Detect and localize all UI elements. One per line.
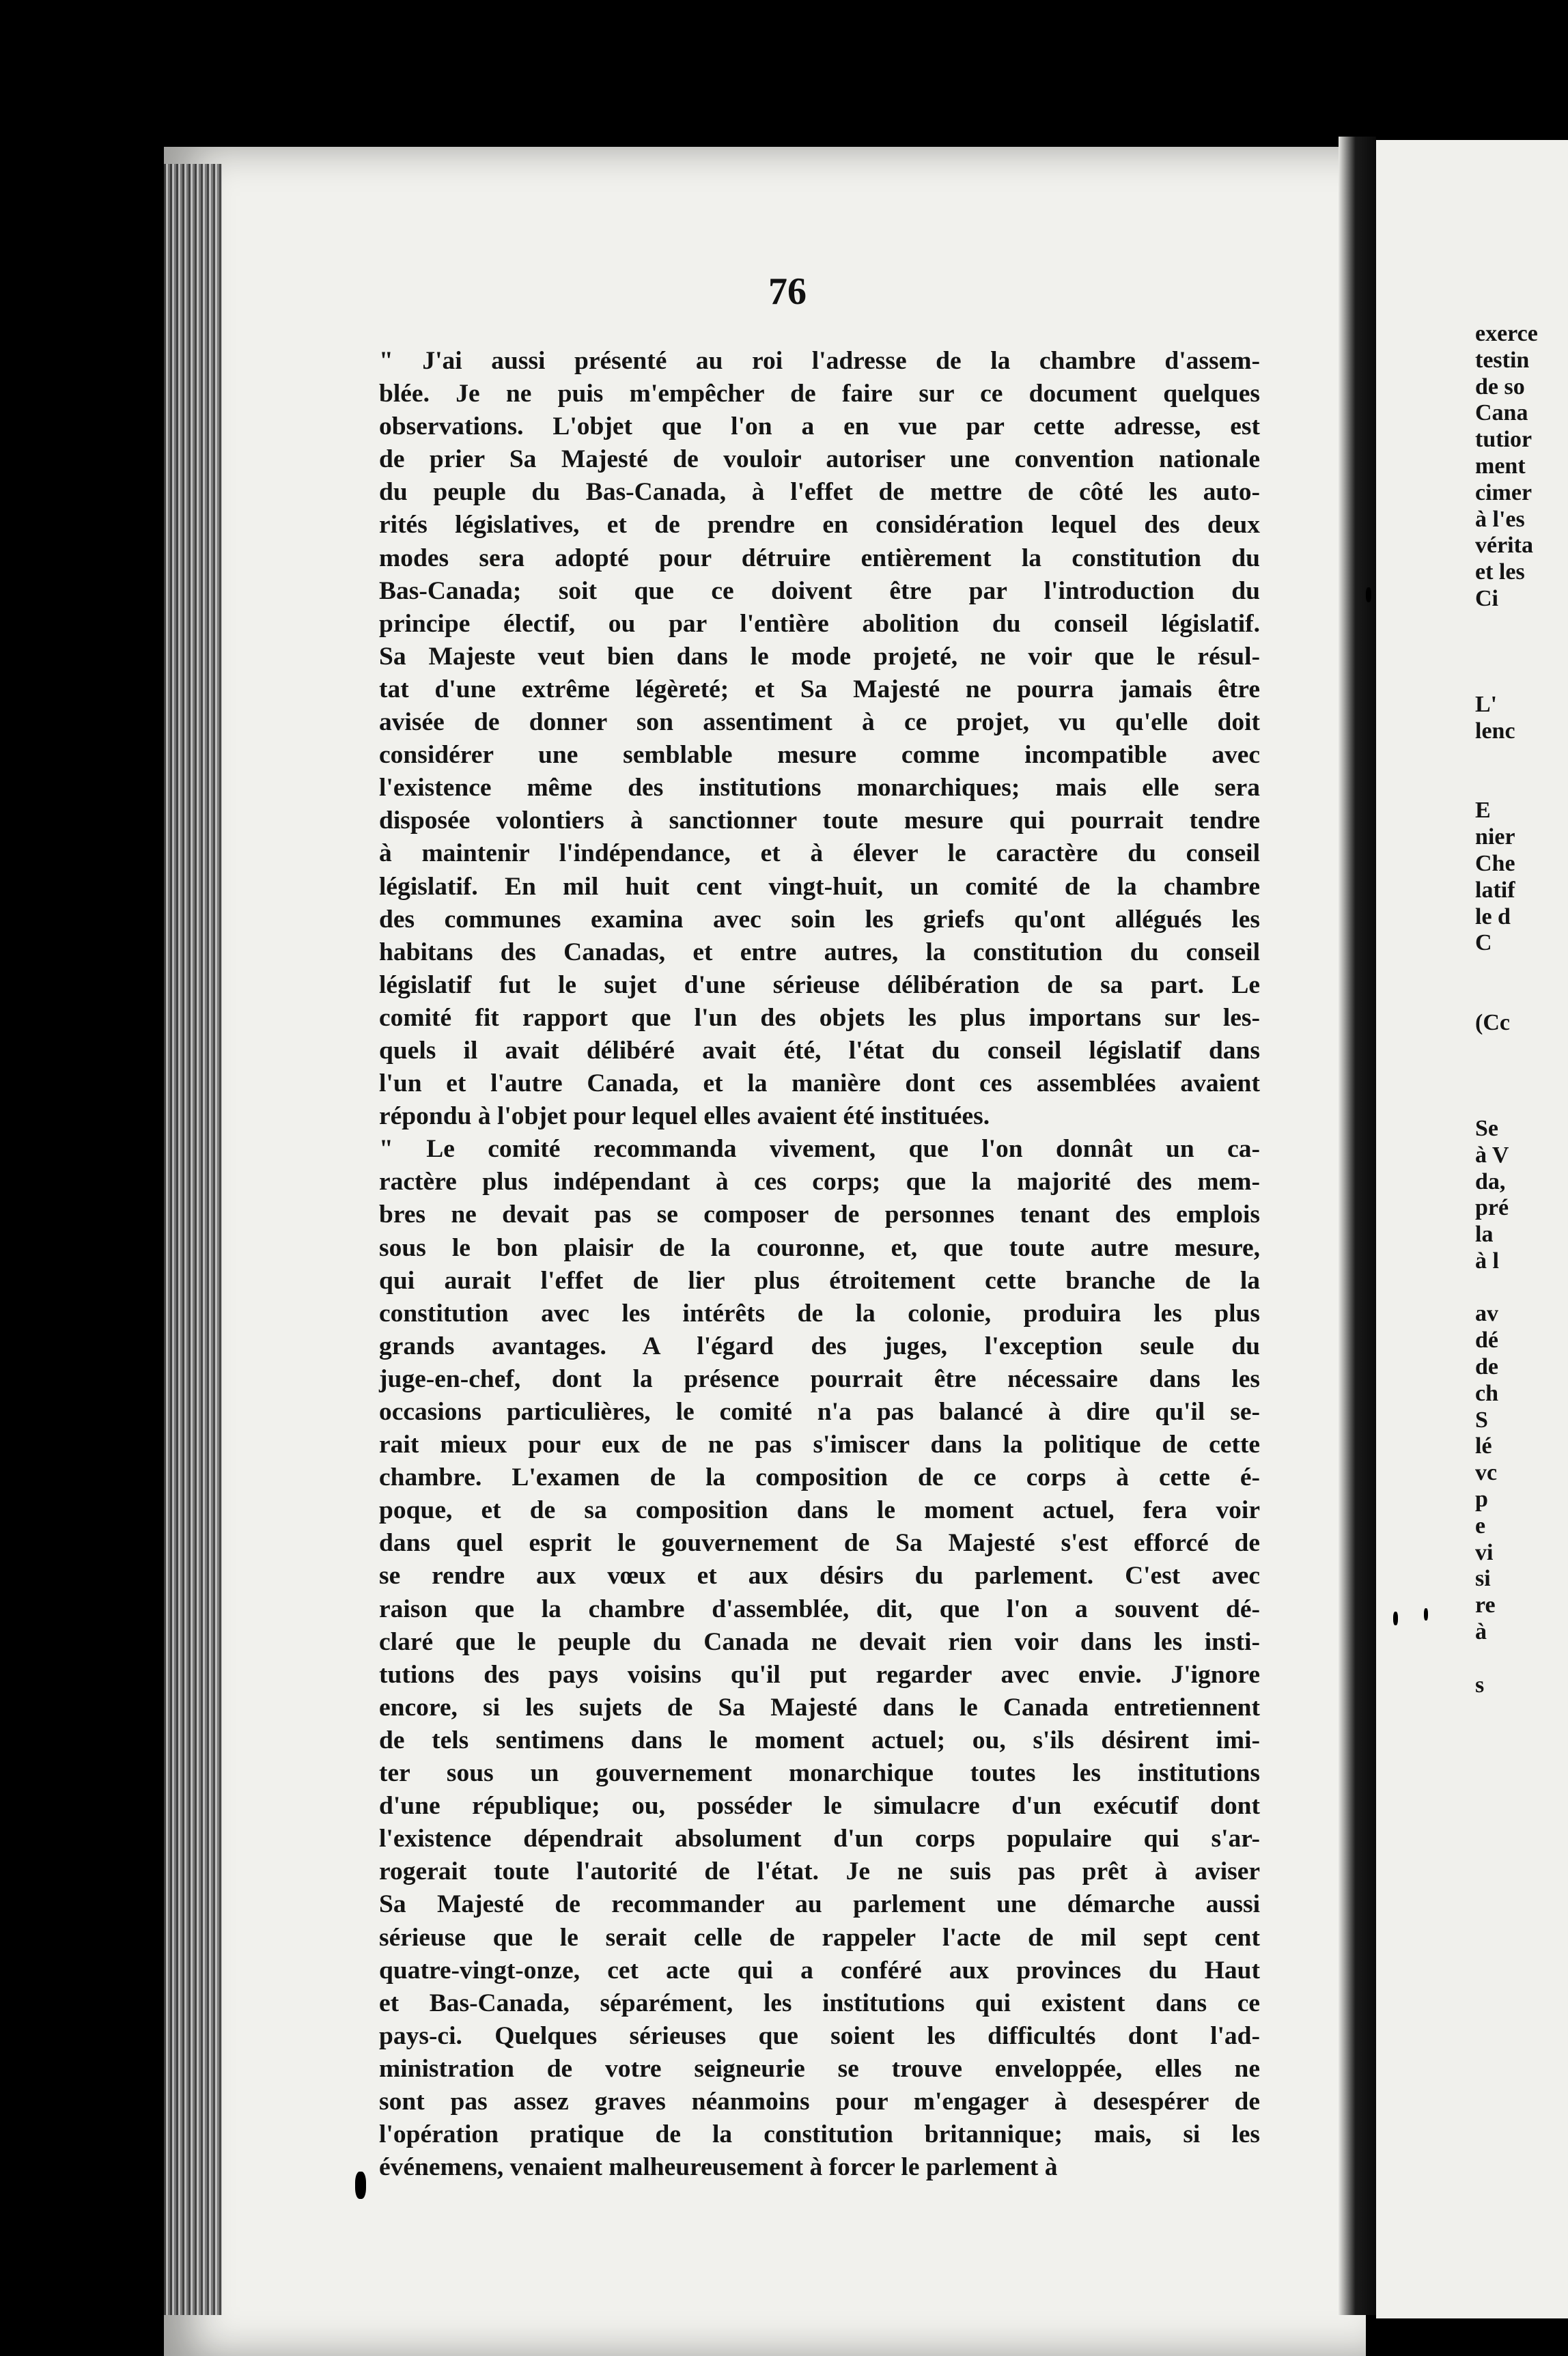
text-line: poque, et de sa composition dans le moment actuel, fera voir xyxy=(379,1496,1260,1525)
text-line-fragment: vc xyxy=(1475,1460,1498,1486)
text-line: principe électif, ou par l'entière abolition du conseil législatif. xyxy=(379,609,1260,638)
text-line: répondu à l'objet pour lequel elles avaient été instituées. xyxy=(379,1102,990,1131)
text-line: grands avantages. A l'égard des juges, l'exception seule du xyxy=(379,1332,1260,1360)
text-line: encore, si les sujets de Sa Majesté dans le Canada entretiennent xyxy=(379,1693,1260,1722)
text-line: ractère plus indépendant à ces corps; que la majorité des mem- xyxy=(379,1168,1260,1196)
text-line: bres ne devait pas se composer de personnes tenant des emplois xyxy=(379,1201,1260,1229)
text-line: événemens, venaient malheureusement à forcer le parlement à xyxy=(379,2153,1058,2182)
text-line-fragment: de xyxy=(1475,1354,1498,1380)
text-line-fragment: nier xyxy=(1475,824,1515,850)
text-line-fragment: à V xyxy=(1475,1142,1509,1168)
text-line-fragment: av xyxy=(1475,1301,1498,1327)
text-line: juge-en-chef, dont la présence pourrait être nécessaire dans les xyxy=(379,1364,1260,1393)
text-line-fragment: et les xyxy=(1475,559,1525,585)
text-line-fragment: s xyxy=(1475,1672,1485,1698)
text-line: l'un et l'autre Canada, et la manière dont ces assemblées avaient xyxy=(379,1069,1260,1098)
text-line-fragment: lé xyxy=(1475,1433,1492,1459)
text-line-fragment: le d xyxy=(1475,903,1511,929)
text-line-fragment: à l xyxy=(1475,1248,1499,1274)
text-line: sérieuse que le serait celle de rappeler l'acte de mil sept cent xyxy=(379,1923,1260,1952)
ink-speck xyxy=(1366,587,1371,602)
text-line-fragment: pré xyxy=(1475,1195,1509,1221)
text-line: tat d'une extrême légèreté; et Sa Majesté ne pourra jamais être xyxy=(379,675,1260,703)
text-line-fragment xyxy=(1475,745,1568,772)
text-line-fragment: E xyxy=(1475,798,1491,824)
text-line: dans quel esprit le gouvernement de Sa Majesté s'est efforcé de xyxy=(379,1529,1260,1558)
text-line: disposée volontiers à sanctionner toute mesure qui pourrait tendre xyxy=(379,807,1260,835)
book-gutter xyxy=(1339,137,1376,2315)
text-line: l'existence même des institutions monarchiques; mais elle sera xyxy=(379,774,1260,802)
text-line-fragment: re xyxy=(1475,1593,1496,1618)
text-line-fragment xyxy=(1475,957,1568,983)
text-line-fragment: de so xyxy=(1475,374,1525,399)
ink-speck xyxy=(355,2172,366,2199)
text-line-fragment xyxy=(1475,1063,1568,1089)
text-line: et Bas-Canada, séparément, les institutions qui existent dans ce xyxy=(379,1989,1260,2017)
text-line: sont pas assez graves néanmoins pour m'engager à desespérer de xyxy=(379,2087,1260,2116)
text-line-fragment: vi xyxy=(1475,1539,1494,1565)
text-line: sous le bon plaisir de la couronne, et, que toute autre mesure, xyxy=(379,1233,1260,1262)
text-line: considérer une semblable mesure comme incompatible avec xyxy=(379,741,1260,770)
text-line: " Le comité recommanda vivement, que l'on donnât un ca- xyxy=(379,1135,1260,1164)
text-line-fragment: C xyxy=(1475,930,1492,956)
text-line: législatif fut le sujet d'une sérieuse délibération de sa part. Le xyxy=(379,970,1260,999)
text-line-fragment xyxy=(1475,665,1568,692)
text-line: chambre. L'examen de la composition de ce corps à cette é- xyxy=(379,1463,1260,1492)
text-line-fragment xyxy=(1475,1275,1568,1302)
text-line: Sa Majeste veut bien dans le mode projeté, ne voir que le résul- xyxy=(379,642,1260,671)
text-line: rogerait toute l'autorité de l'état. Je ne suis pas prêt à aviser xyxy=(379,1857,1260,1886)
right-page-text xyxy=(1475,321,1568,1698)
text-line-fragment: vérita xyxy=(1475,533,1533,559)
text-line: quatre-vingt-onze, cet acte qui a conféré aux provinces du Haut xyxy=(379,1956,1260,1985)
text-line: à maintenir l'indépendance, et à élever le caractère du conseil xyxy=(379,839,1260,868)
text-line: occasions particulières, le comité n'a pas balancé à dire qu'il se- xyxy=(379,1398,1260,1426)
text-line-fragment: exerce xyxy=(1475,321,1538,346)
page-edge-stack xyxy=(164,164,222,2315)
text-line-fragment: à l'es xyxy=(1475,506,1525,532)
text-line: " J'ai aussi présenté au roi l'adresse de la chambre d'assem- xyxy=(379,347,1260,375)
text-line-fragment: e xyxy=(1475,1513,1486,1539)
text-line-fragment: Ci xyxy=(1475,585,1498,611)
text-line: Sa Majesté de recommander au parlement une démarche aussi xyxy=(379,1890,1260,1919)
text-line-fragment: L' xyxy=(1475,692,1498,718)
text-line-fragment xyxy=(1475,772,1568,798)
text-line: l'existence dépendrait absolument d'un corps populaire qui s'ar- xyxy=(379,1825,1260,1853)
body-text xyxy=(379,345,1260,2184)
text-line: claré que le peuple du Canada ne devait rien voir dans les insti- xyxy=(379,1627,1260,1656)
text-line-fragment: testin xyxy=(1475,347,1530,373)
text-line-fragment: p xyxy=(1475,1487,1488,1513)
page-number: 76 xyxy=(768,270,807,313)
text-line: d'une république; ou, posséder le simulacre d'un exécutif dont xyxy=(379,1792,1260,1821)
text-line-fragment: dé xyxy=(1475,1328,1498,1354)
text-line-fragment xyxy=(1475,1646,1568,1672)
text-line-fragment xyxy=(1475,1089,1568,1116)
text-line-fragment xyxy=(1475,983,1568,1010)
text-line: rités législatives, et de prendre en considération lequel des deux xyxy=(379,511,1260,539)
text-line: législatif. En mil huit cent vingt-huit, un comité de la chambre xyxy=(379,872,1260,901)
text-line: l'opération pratique de la constitution britannique; mais, si les xyxy=(379,2120,1260,2149)
text-line-fragment: da, xyxy=(1475,1168,1506,1194)
text-line: de tels sentimens dans le moment actuel; ou, s'ils désirent imi- xyxy=(379,1726,1260,1754)
text-line-fragment: lenc xyxy=(1475,718,1515,744)
text-line-fragment: (Cc xyxy=(1475,1009,1510,1035)
text-line-fragment: si xyxy=(1475,1566,1491,1592)
text-line: habitans des Canadas, et entre autres, la constitution du conseil xyxy=(379,938,1260,966)
text-line-fragment: Se xyxy=(1475,1115,1498,1141)
text-line-fragment xyxy=(1475,1037,1568,1063)
text-line-fragment: ch xyxy=(1475,1380,1498,1406)
text-line-fragment: la xyxy=(1475,1222,1494,1248)
text-line: modes sera adopté pour détruire entièrement la constitution du xyxy=(379,544,1260,572)
text-line: se rendre aux vœux et aux désirs du parlement. C'est avec xyxy=(379,1562,1260,1590)
text-line-fragment: S xyxy=(1475,1407,1488,1433)
text-line: constitution avec les intérêts de la colonie, produira les plus xyxy=(379,1299,1260,1328)
text-line: ter sous un gouvernement monarchique toutes les institutions xyxy=(379,1759,1260,1788)
ink-speck xyxy=(1393,1612,1398,1625)
text-line: pays-ci. Quelques sérieuses que soient les difficultés dont l'ad- xyxy=(379,2021,1260,2050)
text-line: ministration de votre seigneurie se trouve enveloppée, elles ne xyxy=(379,2054,1260,2083)
ink-speck xyxy=(1424,1608,1428,1621)
text-line: rait mieux pour eux de ne pas s'imiscer dans la politique de cette xyxy=(379,1431,1260,1459)
text-line-fragment: Che xyxy=(1475,850,1515,876)
text-line-fragment: Cana xyxy=(1475,400,1528,426)
text-line-fragment: à xyxy=(1475,1619,1487,1645)
text-line-fragment: ment xyxy=(1475,453,1526,479)
text-line: raison que la chambre d'assemblée, dit, que l'on a souvent dé- xyxy=(379,1595,1260,1623)
text-line: avisée de donner son assentiment à ce projet, vu qu'elle doit xyxy=(379,708,1260,737)
text-line-fragment: cimer xyxy=(1475,479,1532,505)
text-line: blée. Je ne puis m'empêcher de faire sur ce document quelques xyxy=(379,380,1260,408)
text-line-fragment xyxy=(1475,613,1568,639)
text-line-fragment: tutior xyxy=(1475,427,1532,453)
text-line-fragment: latif xyxy=(1475,877,1515,903)
text-line: comité fit rapport que l'un des objets les plus importans sur les- xyxy=(379,1003,1260,1032)
text-line: observations. L'objet que l'on a en vue par cette adresse, est xyxy=(379,412,1260,441)
text-line: des communes examina avec soin les griefs qu'ont allégués les xyxy=(379,905,1260,934)
text-line: du peuple du Bas-Canada, à l'effet de mettre de côté les auto- xyxy=(379,478,1260,507)
text-line: de prier Sa Majesté de vouloir autoriser une convention nationale xyxy=(379,445,1260,474)
text-line: quels il avait délibéré avait été, l'état du conseil législatif dans xyxy=(379,1036,1260,1065)
text-line-fragment xyxy=(1475,639,1568,666)
text-line: qui aurait l'effet de lier plus étroitement cette branche de la xyxy=(379,1266,1260,1295)
text-line: Bas-Canada; soit que ce doivent être par l'introduction du xyxy=(379,576,1260,605)
text-line: tutions des pays voisins qu'il put regarder avec envie. J'ignore xyxy=(379,1660,1260,1689)
